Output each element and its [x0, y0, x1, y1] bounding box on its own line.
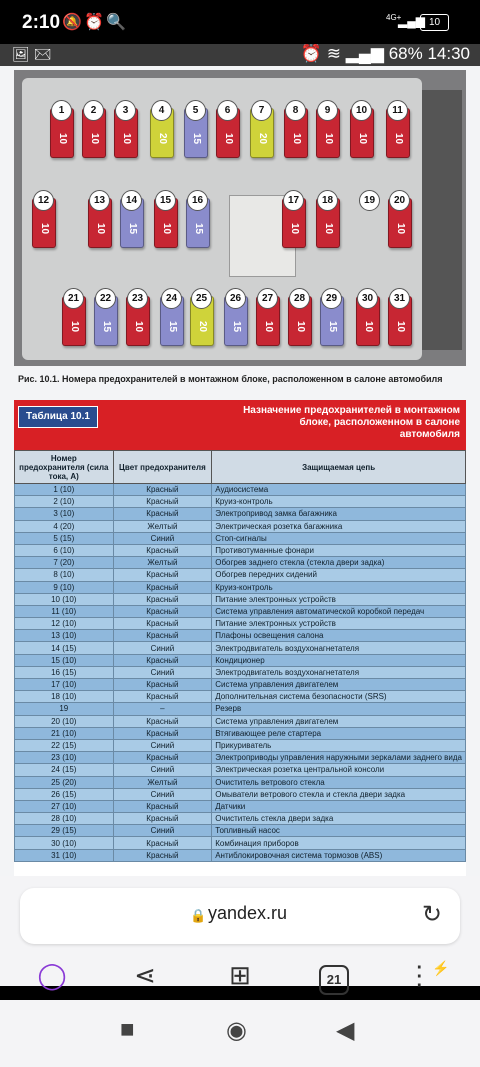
fuse-number-cell: 2 (10) [15, 496, 114, 508]
circuit-cell: Питание электронных устройств [212, 618, 466, 630]
fuse-number-cell: 30 (10) [15, 837, 114, 849]
mute-icon: 🔕 [62, 14, 82, 31]
fuse-color-cell: Красный [113, 654, 212, 666]
fuse-color-cell: Красный [113, 496, 212, 508]
fuse-number-cell: 10 (10) [15, 593, 114, 605]
fuse-rating: 10 [289, 223, 300, 235]
signal-icon: ▂▄▆ [345, 44, 384, 63]
menu-icon[interactable]: ⋮⚡ [406, 960, 450, 990]
circuit-cell: Электрическая розетка багажника [212, 520, 466, 532]
lock-icon: 🔒 [190, 908, 207, 923]
fuse-rating: 10 [323, 223, 334, 235]
table-row [15, 776, 466, 788]
fuse-number-label: 1 [51, 100, 72, 121]
fuse-number-cell: 15 (10) [15, 654, 114, 666]
fuse-number-cell: 8 (10) [15, 569, 114, 581]
fuse-number-cell: 22 (15) [15, 739, 114, 751]
fuse-color-cell: Красный [113, 630, 212, 642]
fuse-rating: 10 [393, 133, 404, 145]
fuse-color-cell: Красный [113, 679, 212, 691]
fuse-color-cell: Красный [113, 581, 212, 593]
table-row [15, 544, 466, 556]
circuit-cell: Обогрев заднего стекла (стекла двери задка) [212, 557, 466, 569]
fuse-number-cell: 1 (10) [15, 484, 114, 496]
fuse-color-cell: Синий [113, 825, 212, 837]
battery-indicator: 10 [420, 14, 449, 31]
fuse-color-cell: – [113, 703, 212, 715]
fuse-rating: 10 [357, 133, 368, 145]
table-row [15, 764, 466, 776]
address-text: yandex.ru [208, 903, 288, 923]
fuse-rating: 10 [295, 321, 306, 333]
table-row [15, 837, 466, 849]
table-row [15, 557, 466, 569]
fuse-rating: 15 [193, 223, 204, 235]
table-row [15, 593, 466, 605]
fuse-number-label: 29 [321, 288, 342, 309]
status-bar [0, 0, 480, 44]
circuit-cell: Питание электронных устройств [212, 593, 466, 605]
fuse-number-cell: 11 (10) [15, 605, 114, 617]
fuse-rating: 10 [39, 223, 50, 235]
table-heading: Назначение предохранителей в монтажном блоке, расположенном в салоне автомобиля [243, 405, 460, 440]
address-bar[interactable] [20, 888, 460, 944]
fuse-color-cell: Красный [113, 569, 212, 581]
circuit-cell: Топливный насос [212, 825, 466, 837]
fuse-rating: 10 [69, 321, 80, 333]
table-row [15, 532, 466, 544]
fuse-number-label: 6 [217, 100, 238, 121]
table-banner [14, 400, 466, 450]
table-row [15, 484, 466, 496]
tabs-button[interactable] [310, 960, 358, 1000]
fuse-rating: 10 [95, 223, 106, 235]
fuse-number-label: 20 [389, 190, 410, 211]
fuse-number-label: 19 [359, 190, 380, 211]
fuse-number-cell: 4 (20) [15, 520, 114, 532]
circuit-cell: Стоп-сигналы [212, 532, 466, 544]
table-body [15, 484, 466, 862]
panel-side [422, 90, 462, 350]
fuse-number-label: 31 [389, 288, 410, 309]
circuit-cell: Плафоны освещения салона [212, 630, 466, 642]
fuse-rating: 20 [197, 321, 208, 333]
alice-assistant-icon[interactable]: ◯ [37, 960, 67, 990]
fuse-rating: 10 [395, 321, 406, 333]
fuse-assignment-table [14, 450, 466, 862]
circuit-cell: Электрическая розетка центральной консоли [212, 764, 466, 776]
circuit-cell: Антиблокировочная система тормозов (ABS) [212, 849, 466, 861]
web-content [0, 44, 480, 876]
fuse-number-label: 15 [155, 190, 176, 211]
fuse-rating: 15 [327, 321, 338, 333]
table-row [15, 679, 466, 691]
fuse-number-cell: 5 (15) [15, 532, 114, 544]
fuse-color-cell: Красный [113, 544, 212, 556]
fuse-number-cell: 7 (20) [15, 557, 114, 569]
tabs-count: 21 [319, 965, 349, 995]
fuse-color-cell: Синий [113, 788, 212, 800]
fuse-number-cell: 25 (20) [15, 776, 114, 788]
alarm-icon: ⏰ [300, 44, 323, 63]
col-fuse-number: Номер предохранителя (сила тока, А) [15, 451, 114, 484]
fuse-number-cell: 31 (10) [15, 849, 114, 861]
table-row [15, 581, 466, 593]
search-icon: 🔍 [106, 14, 126, 31]
circuit-cell: Круиз-контроль [212, 496, 466, 508]
fuse-number-label: 21 [63, 288, 84, 309]
fuse-color-cell: Красный [113, 593, 212, 605]
fuse-color-cell: Синий [113, 642, 212, 654]
fuse-number-label: 2 [83, 100, 104, 121]
table-row [15, 496, 466, 508]
fuse-number-label: 22 [95, 288, 116, 309]
fuse-color-cell: Желтый [113, 520, 212, 532]
circuit-cell: Резерв [212, 703, 466, 715]
reload-icon[interactable]: ↻ [421, 901, 442, 928]
circuit-cell: Втягивающее реле стартера [212, 727, 466, 739]
table-row [15, 800, 466, 812]
fuse-number-cell: 24 (15) [15, 764, 114, 776]
fuse-number-label: 11 [387, 100, 408, 121]
fuse-color-cell: Красный [113, 618, 212, 630]
fuse-number-label: 14 [121, 190, 142, 211]
fuse-color-cell: Синий [113, 666, 212, 678]
fuse-color-cell: Красный [113, 849, 212, 861]
table-row [15, 813, 466, 825]
circuit-cell: Омыватели ветрового стекла и стекла двери задка [212, 788, 466, 800]
fuse-rating: 10 [57, 133, 68, 145]
circuit-cell: Обогрев передних сидений [212, 569, 466, 581]
fuse-rating: 20 [157, 133, 168, 145]
fuse-number-label: 7 [251, 100, 272, 121]
fuse-color-cell: Красный [113, 813, 212, 825]
notification-bolt-icon: ⚡ [432, 960, 450, 976]
fuse-number-label: 10 [351, 100, 372, 121]
fuse-number-cell: 28 (10) [15, 813, 114, 825]
fuse-rating: 10 [291, 133, 302, 145]
fuse-rating: 20 [257, 133, 268, 145]
col-fuse-color: Цвет предохранителя [113, 451, 212, 484]
signal-icon: ▂▄▆ [398, 14, 425, 28]
battery-percent: 68% [388, 44, 423, 63]
table-row [15, 666, 466, 678]
fuse-color-cell: Красный [113, 605, 212, 617]
image-icon: 🖼 ✉ [12, 46, 52, 62]
fuse-number-cell: 26 (15) [15, 788, 114, 800]
table-row [15, 605, 466, 617]
fuse-color-cell: Красный [113, 715, 212, 727]
fuse-rating: 15 [101, 321, 112, 333]
fuse-number-cell: 19 [15, 703, 114, 715]
fuse-color-cell: Красный [113, 837, 212, 849]
fuse-number-label: 13 [89, 190, 110, 211]
circuit-cell: Система управления двигателем [212, 715, 466, 727]
fuse-number-cell: 9 (10) [15, 581, 114, 593]
circuit-cell: Электродвигатель воздухонагнетателя [212, 666, 466, 678]
fuse-rating: 10 [89, 133, 100, 145]
photo-caption: Рис. 10.1. Номера предохранителей в монтажном блоке, расположенном в салоне автомобиля [18, 374, 443, 384]
fuse-number-label: 27 [257, 288, 278, 309]
fuse-rating: 10 [161, 223, 172, 235]
fuse-rating: 10 [263, 321, 274, 333]
fuse-number-label: 24 [161, 288, 182, 309]
fuse-number-cell: 23 (10) [15, 752, 114, 764]
fuse-number-label: 8 [285, 100, 306, 121]
fuse-number-cell: 17 (10) [15, 679, 114, 691]
circuit-cell: Дополнительная система безопасности (SRS) [212, 691, 466, 703]
browser-bar [0, 876, 480, 990]
back-button[interactable]: ◀ [336, 1017, 355, 1044]
circuit-cell: Кондиционер [212, 654, 466, 666]
fuse-rating: 10 [223, 133, 234, 145]
fuse-rating: 15 [231, 321, 242, 333]
circuit-cell: Электродвигатель воздухонагнетателя [212, 642, 466, 654]
circuit-cell: Система управления двигателем [212, 679, 466, 691]
table-number: Таблица 10.1 [18, 406, 98, 428]
circuit-cell: Круиз-контроль [212, 581, 466, 593]
table-row [15, 520, 466, 532]
fuse-number-label: 12 [33, 190, 54, 211]
fuse-number-cell: 20 (10) [15, 715, 114, 727]
fuse-rating: 10 [323, 133, 334, 145]
table-row [15, 849, 466, 861]
col-protected-circuit: Защищаемая цепь [212, 451, 466, 484]
fuse-number-label: 5 [185, 100, 206, 121]
fuse-rating: 10 [363, 321, 374, 333]
fuse-color-cell: Красный [113, 727, 212, 739]
fuse-number-label: 25 [191, 288, 212, 309]
screenshot-status-strip [0, 44, 480, 66]
table-row [15, 715, 466, 727]
system-navigation-bar [0, 1000, 480, 1067]
table-row [15, 508, 466, 520]
fuse-rating: 15 [127, 223, 138, 235]
fuse-color-cell: Красный [113, 752, 212, 764]
table-row [15, 788, 466, 800]
fuse-rating: 10 [121, 133, 132, 145]
fuse-number-cell: 29 (15) [15, 825, 114, 837]
new-tab-button[interactable]: ⊞ [229, 960, 251, 990]
fuse-color-cell: Красный [113, 484, 212, 496]
fuse-color-cell: Красный [113, 800, 212, 812]
table-row [15, 569, 466, 581]
fuse-table [14, 400, 466, 876]
circuit-cell: Противотуманные фонари [212, 544, 466, 556]
fuse-number-label: 4 [151, 100, 172, 121]
fuse-number-cell: 16 (15) [15, 666, 114, 678]
table-row [15, 654, 466, 666]
status-time: 2:10 [22, 12, 61, 33]
fuse-rating: 15 [167, 321, 178, 333]
fuse-number-label: 3 [115, 100, 136, 121]
circuit-cell: Электропривод замка багажника [212, 508, 466, 520]
fuse-number-label: 16 [187, 190, 208, 211]
fuse-number-label: 17 [283, 190, 304, 211]
fuse-number-cell: 27 (10) [15, 800, 114, 812]
table-row [15, 691, 466, 703]
table-row [15, 618, 466, 630]
fuse-color-cell: Синий [113, 764, 212, 776]
fuse-number-cell: 12 (10) [15, 618, 114, 630]
circuit-cell: Аудиосистема [212, 484, 466, 496]
circuit-cell: Прикуриватель [212, 739, 466, 751]
fuse-box-photo [14, 70, 466, 366]
circuit-cell: Датчики [212, 800, 466, 812]
fuse-number-label: 18 [317, 190, 338, 211]
table-row [15, 703, 466, 715]
circuit-cell: Очиститель ветрового стекла [212, 776, 466, 788]
recent-apps-button[interactable]: ■ [120, 1016, 135, 1043]
fuse-number-label: 9 [317, 100, 338, 121]
fuse-color-cell: Синий [113, 532, 212, 544]
fuse-number-cell: 13 (10) [15, 630, 114, 642]
fuse-color-cell: Красный [113, 691, 212, 703]
alarm-icon: ⏰ [84, 14, 104, 31]
fuse-number-cell: 3 (10) [15, 508, 114, 520]
fuse-number-label: 28 [289, 288, 310, 309]
fuse-number-label: 30 [357, 288, 378, 309]
table-row [15, 739, 466, 751]
circuit-cell: Система управления автоматической коробкой передач [212, 605, 466, 617]
fuse-number-label: 26 [225, 288, 246, 309]
circuit-cell: Комбинация приборов [212, 837, 466, 849]
fuse-number-cell: 21 (10) [15, 727, 114, 739]
network-type: 4G+ [386, 13, 402, 22]
wifi-icon: ≋ [326, 44, 342, 63]
fuse-color-cell: Синий [113, 739, 212, 751]
fuse-number-cell: 18 (10) [15, 691, 114, 703]
table-row [15, 642, 466, 654]
fuse-rating: 10 [395, 223, 406, 235]
fuse-number-cell: 14 (15) [15, 642, 114, 654]
share-icon[interactable]: ⋖ [134, 960, 156, 990]
table-row [15, 630, 466, 642]
fuse-rating: 15 [191, 133, 202, 145]
circuit-cell: Электроприводы управления наружными зеркалами заднего вида [212, 752, 466, 764]
fuse-rating: 10 [133, 321, 144, 333]
fuse-color-cell: Желтый [113, 557, 212, 569]
fuse-color-cell: Желтый [113, 776, 212, 788]
table-row [15, 825, 466, 837]
table-row [15, 727, 466, 739]
fuse-color-cell: Красный [113, 508, 212, 520]
fuse-number-cell: 6 (10) [15, 544, 114, 556]
table-row [15, 752, 466, 764]
home-button[interactable]: ◉ [226, 1017, 247, 1044]
strip-time: 14:30 [427, 44, 470, 63]
circuit-cell: Очиститель стекла двери задка [212, 813, 466, 825]
fuse-number-label: 23 [127, 288, 148, 309]
